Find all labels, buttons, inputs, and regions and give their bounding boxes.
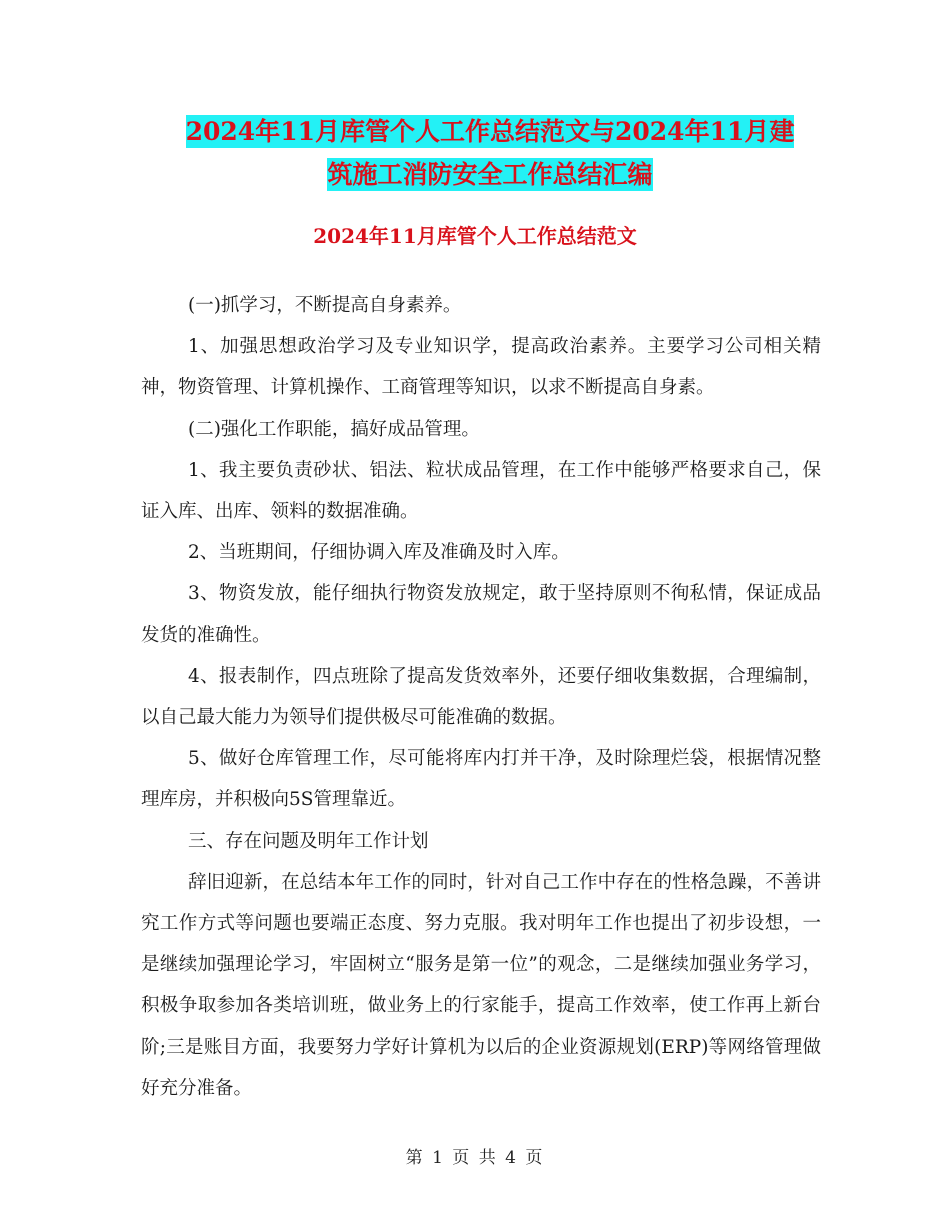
paragraph: 3、物资发放，能仔细执行物资发放规定，敢于坚持原则不徇私情，保证成品发货的准确性。 (141, 583, 821, 646)
paragraph: (一)抓学习，不断提高自身素养。 (188, 295, 462, 316)
section-title: 2024年11月库管个人工作总结范文 (313, 224, 637, 248)
paragraph: 2、当班期间，仔细协调入库及准确及时入库。 (188, 542, 570, 564)
paragraph: 5、做好仓库管理工作，尽可能将库内打并干净，及时除理烂袋，根据情况整理库房，并积极向5S管理靠近。 (141, 748, 821, 811)
paragraph: 1、加强思想政治学习及专业知识学，提高政治素养。主要学习公司相关精神，物资管理、计算机操作、工商管理等知识，以求不断提高自身素。 (141, 336, 821, 399)
paragraph: 辞旧迎新，在总结本年工作的同时，针对自己工作中存在的性格急躁，不善讲究工作方式等问题也要端正态度、努力克服。我对明年工作也提出了初步设想，一是继续加强理论学习，牢固树立“服务是第一位”的观念，二是继续加强业务学习，积极争取参加各类培训班，做业务上的行家能手，提高工作效率，使工作再上新台阶;三是账目方面，我要努力学好计算机为以后的企业资源规划(ERP)等网络管理做好充分准备。 (141, 871, 821, 1099)
document-title-line-2 (140, 153, 840, 197)
title-highlight: 筑施工消防安全工作总结汇编 (327, 160, 653, 189)
title-highlight: 2024年11月库管个人工作总结范文与2024年11月建 (185, 117, 795, 146)
page-footer: 第 1 页 共 4 页 (405, 1148, 545, 1168)
paragraph: (二)强化工作职能，搞好成品管理。 (188, 418, 480, 440)
paragraph: 三、存在问题及明年工作计划 (188, 830, 429, 852)
paragraph: 4、报表制作，四点班除了提高发货效率外，还要仔细收集数据，合理编制，以自己最大能力为领导们提供极尽可能准确的数据。 (141, 665, 821, 729)
paragraph: 1、我主要负责砂状、铝法、粒状成品管理，在工作中能够严格要求自己，保证入库、出库、领料的数据准确。 (141, 459, 821, 523)
document-body (141, 285, 821, 1109)
document-title-line-1 (140, 110, 840, 154)
